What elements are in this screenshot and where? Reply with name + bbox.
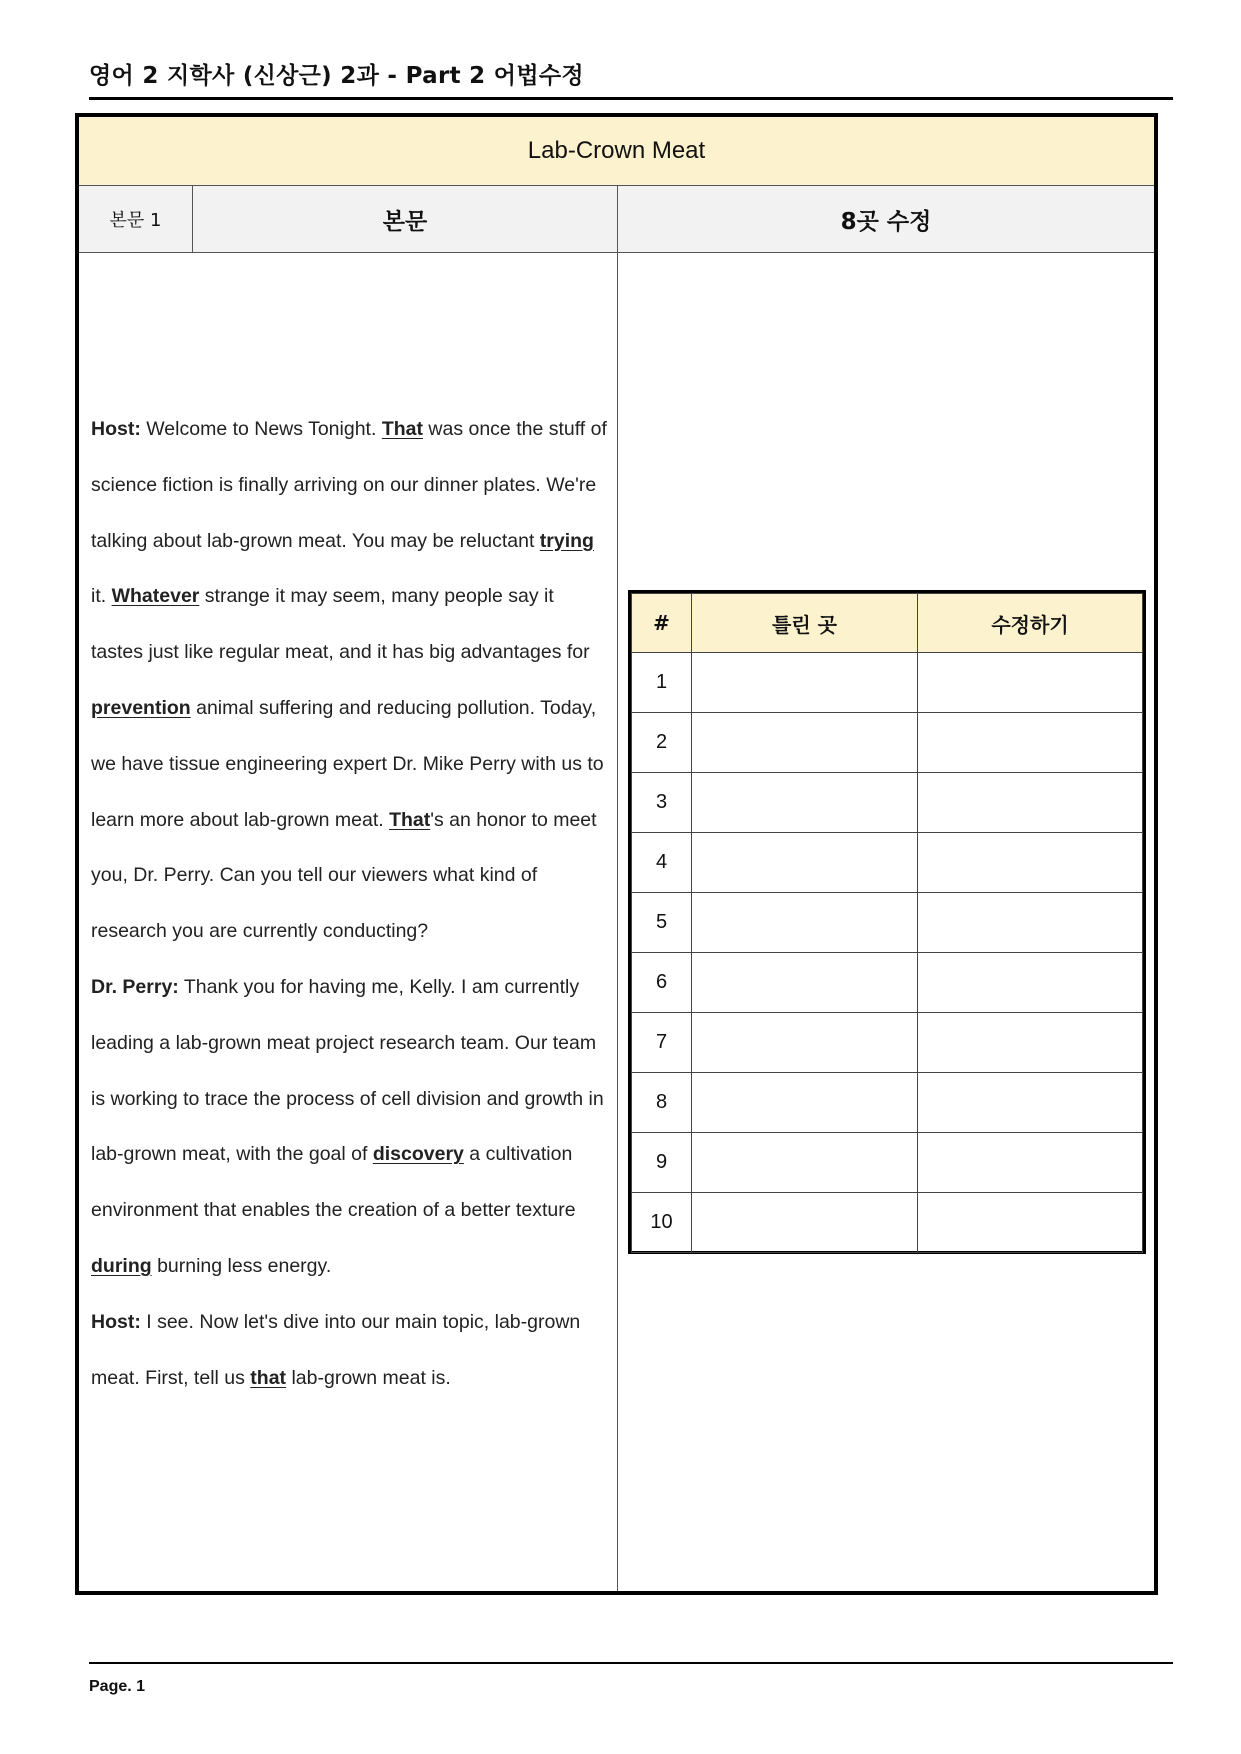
- answer-row-number: 4: [632, 833, 692, 893]
- passage-span: Welcome to News Tonight.: [140, 418, 382, 440]
- wrong-part-cell[interactable]: [692, 893, 918, 953]
- answer-row-number: 5: [632, 893, 692, 953]
- table-row: [632, 953, 1143, 1013]
- wrong-part-cell[interactable]: [692, 713, 918, 773]
- passage-text: [91, 402, 611, 1406]
- wrong-part-cell[interactable]: [692, 1133, 918, 1193]
- answer-row-number: 6: [632, 953, 692, 1013]
- table-row: [632, 1193, 1143, 1253]
- correction-cell[interactable]: [918, 893, 1143, 953]
- wrong-part-cell[interactable]: [692, 773, 918, 833]
- passage-span: 's an honor to meet you, Dr. Perry. Can you tell our viewers what kind of research you are currently conducting?: [91, 808, 597, 943]
- table-row: [632, 1013, 1143, 1073]
- correction-cell[interactable]: [918, 773, 1143, 833]
- answer-row-number: 8: [632, 1073, 692, 1133]
- passage-span: burning less energy.: [151, 1254, 332, 1277]
- answer-row-number: 7: [632, 1013, 692, 1073]
- speaker-label: Host:: [91, 1310, 141, 1333]
- corrections-column-header: 8곳 수정: [840, 208, 932, 235]
- column-header-row: [79, 186, 1154, 253]
- passage-number-label: 본문 1: [79, 186, 193, 252]
- answer-table-header-row: [632, 594, 1143, 653]
- page-number: Page. 1: [89, 1678, 146, 1695]
- correction-cell[interactable]: [918, 1073, 1143, 1133]
- passage-paragraph: [91, 960, 611, 1295]
- table-row: [632, 833, 1143, 893]
- correction-cell[interactable]: [918, 653, 1143, 713]
- answer-table: [628, 590, 1146, 1254]
- wrong-part-cell[interactable]: [692, 653, 918, 713]
- underlined-word: Whatever: [111, 585, 200, 608]
- correction-cell[interactable]: [918, 1193, 1143, 1253]
- passage-span: a cultivation environment that enables the creation of a better texture: [91, 1143, 576, 1222]
- answer-row-number: 9: [632, 1133, 692, 1193]
- underlined-word: prevention: [91, 696, 191, 719]
- passage-span: lab-grown meat is.: [286, 1366, 451, 1389]
- correction-cell[interactable]: [918, 1133, 1143, 1193]
- passage-span: it.: [91, 585, 112, 608]
- answer-row-number: 10: [632, 1193, 692, 1253]
- answer-row-number: 2: [632, 713, 692, 773]
- underlined-word: That: [381, 418, 423, 440]
- table-row: [632, 653, 1143, 713]
- wrong-part-cell[interactable]: [692, 953, 918, 1013]
- speaker-label: Host:: [91, 418, 141, 440]
- underlined-word: that: [250, 1366, 287, 1389]
- underlined-word: trying: [539, 529, 594, 552]
- correction-cell[interactable]: [918, 713, 1143, 773]
- table-row: [632, 893, 1143, 953]
- wrong-part-header: 틀린 곳: [692, 594, 918, 653]
- passage-paragraph: [91, 402, 611, 960]
- worksheet-frame: [75, 113, 1158, 1595]
- passage-span: animal suffering and reducing pollution. Today, we have tissue engineering expert Dr. Mike Perry with us to learn more about lab-grown meat.: [91, 696, 604, 831]
- underlined-word: That: [389, 808, 431, 831]
- wrong-part-cell[interactable]: [692, 1013, 918, 1073]
- passage-span: Thank you for having me, Kelly. I am currently leading a lab-grown meat project research team. Our team is working to trace the process of cell division and growth in lab-grown meat, with the goal of: [91, 975, 604, 1166]
- underlined-word: discovery: [372, 1143, 464, 1166]
- correction-cell[interactable]: [918, 1013, 1143, 1073]
- underlined-word: during: [91, 1254, 152, 1277]
- wrong-part-cell[interactable]: [692, 1073, 918, 1133]
- passage-span: strange it may seem, many people say it tastes just like regular meat, and it has big advantages for: [91, 585, 590, 664]
- header-rule: [89, 97, 1173, 100]
- speaker-label: Dr. Perry:: [91, 975, 179, 998]
- passage-column-header: 본문: [193, 186, 618, 252]
- passage-span: I see. Now let's dive into our main topic, lab-grown meat. First, tell us: [91, 1310, 581, 1389]
- passage-span: was once the stuff of science fiction is finally arriving on our dinner plates. We're talking about lab-grown meat. You may be reluctant: [91, 418, 607, 552]
- wrong-part-cell[interactable]: [692, 1193, 918, 1253]
- wrong-part-cell[interactable]: [692, 833, 918, 893]
- correction-cell[interactable]: [918, 953, 1143, 1013]
- table-row: [632, 713, 1143, 773]
- answer-row-number: 1: [632, 653, 692, 713]
- table-row: [632, 1133, 1143, 1193]
- worksheet-title: Lab-Crown Meat: [79, 117, 1154, 186]
- answer-number-header: #: [632, 594, 692, 653]
- passage-paragraph: [91, 1295, 611, 1407]
- answer-row-number: 3: [632, 773, 692, 833]
- column-divider: [617, 253, 618, 1591]
- footer-rule: [89, 1662, 1173, 1664]
- correction-cell[interactable]: [918, 833, 1143, 893]
- table-row: [632, 773, 1143, 833]
- correction-header: 수정하기: [918, 594, 1143, 653]
- table-row: [632, 1073, 1143, 1133]
- page-header-title: 영어 2 지학사 (신상근) 2과 - Part 2 어법수정: [89, 63, 584, 89]
